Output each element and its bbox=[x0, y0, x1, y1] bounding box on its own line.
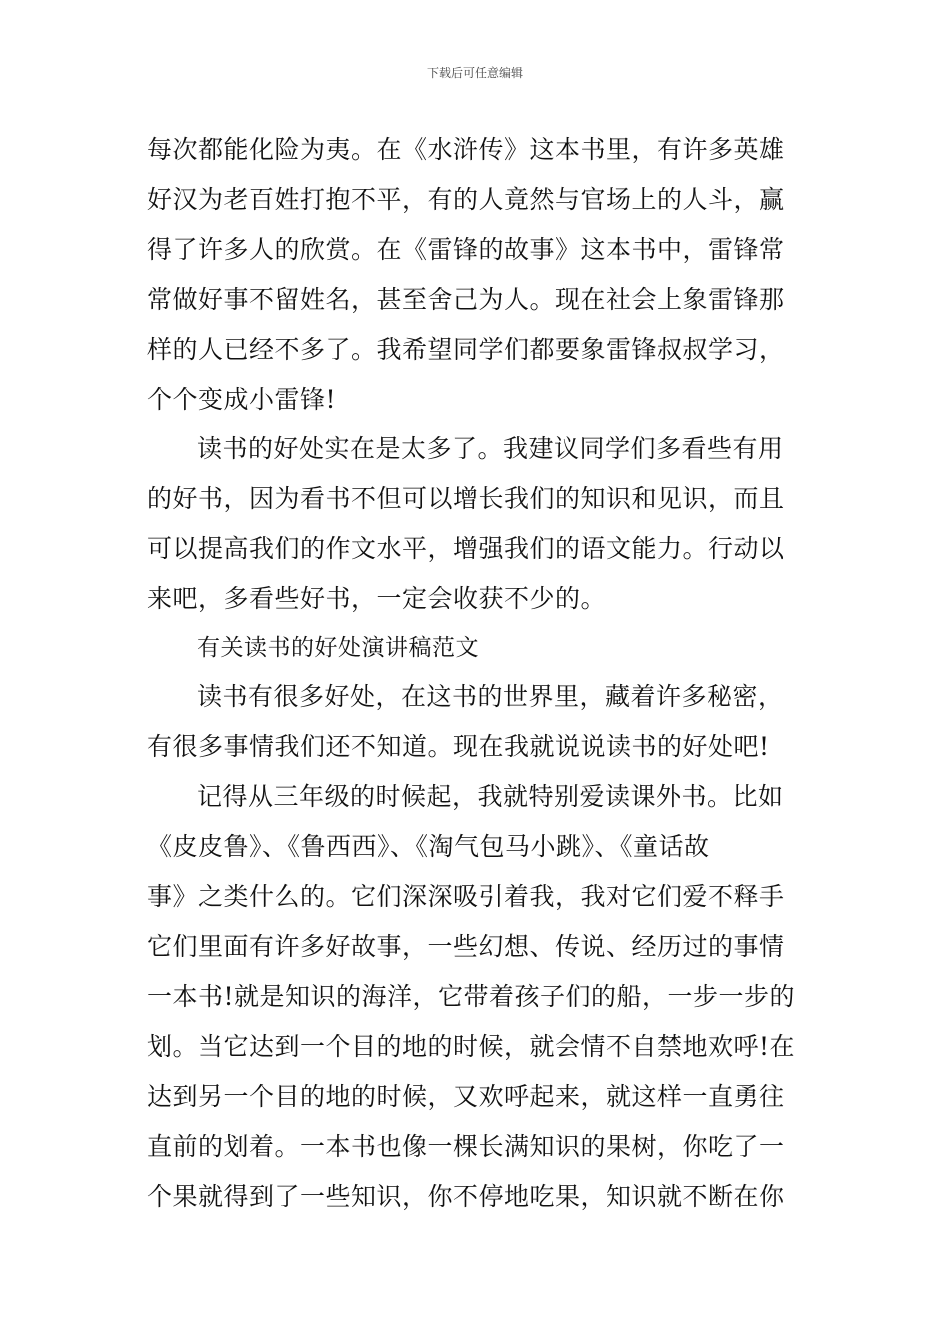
page-header: 下载后可任意编辑 bbox=[426, 66, 523, 80]
text-line: 样的人已经不多了。我希望同学们都要象雷锋叔叔学习， bbox=[147, 335, 785, 364]
section-title: 有关读书的好处演讲稿范文 bbox=[197, 635, 479, 661]
text-line: 一本书!就是知识的海洋，它带着孩子们的船，一步一步的 bbox=[147, 982, 796, 1011]
text-line: 达到另一个目的地的时候，又欢呼起来，就这样一直勇往 bbox=[147, 1082, 785, 1111]
paragraph-first-line: 读书的好处实在是太多了。我建议同学们多看些有用 bbox=[197, 434, 784, 463]
text-line: 直前的划着。一本书也像一棵长满知识的果树，你吃了一 bbox=[147, 1132, 785, 1161]
text-line: 得了许多人的欣赏。在《雷锋的故事》这本书中，雷锋常 bbox=[147, 235, 785, 264]
text-line: 来吧，多看些好书，一定会收获不少的。 bbox=[147, 584, 607, 613]
text-line: 常做好事不留姓名，甚至舍己为人。现在社会上象雷锋那 bbox=[147, 285, 785, 314]
text-line: 《皮皮鲁》、《鲁西西》、《淘气包马小跳》、《童话故 bbox=[147, 832, 710, 861]
text-line: 好汉为老百姓打抱不平，有的人竟然与官场上的人斗，赢 bbox=[147, 185, 785, 214]
text-line: 可以提高我们的作文水平，增强我们的语文能力。行动以 bbox=[147, 534, 785, 563]
text-line: 它们里面有许多好故事，一些幻想、传说、经历过的事情 bbox=[147, 932, 785, 961]
text-line: 划。当它达到一个目的地的时候，就会情不自禁地欢呼!在 bbox=[147, 1032, 796, 1061]
text-line: 个个变成小雷锋! bbox=[147, 385, 337, 414]
text-line: 有很多事情我们还不知道。现在我就说说读书的好处吧! bbox=[147, 732, 770, 761]
paragraph-first-line: 记得从三年级的时候起，我就特别爱读课外书。比如 bbox=[197, 782, 784, 811]
paragraph-first-line: 读书有很多好处，在这书的世界里，藏着许多秘密， bbox=[197, 682, 784, 711]
text-line: 的好书，因为看书不但可以增长我们的知识和见识，而且 bbox=[147, 484, 785, 513]
text-line: 个果就得到了一些知识，你不停地吃果，知识就不断在你 bbox=[147, 1182, 785, 1211]
text-line: 每次都能化险为夷。在《水浒传》这本书里，有许多英雄 bbox=[147, 135, 785, 164]
text-line: 事》之类什么的。它们深深吸引着我，我对它们爱不释手 bbox=[147, 882, 785, 911]
